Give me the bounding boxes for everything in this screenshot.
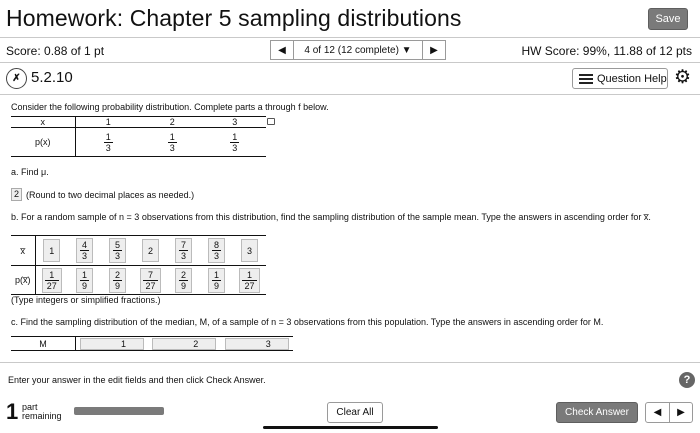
xbar-answer-field[interactable]: $\frac{4}{3}$ <box>76 238 93 263</box>
pxbar-answer-field[interactable]: $\frac{1}{9}$ <box>76 268 93 293</box>
question-nav-buttons <box>645 402 693 423</box>
pxbar-answer-field[interactable]: $\frac{2}{9}$ <box>109 268 126 293</box>
median-value[interactable]: 1 <box>80 338 144 350</box>
x-value: 1 <box>75 117 141 128</box>
triangle-right-icon: ▶ <box>430 44 438 56</box>
footer <box>0 362 700 433</box>
question-number: 5.2.10 <box>31 69 73 86</box>
probability-table <box>11 116 266 157</box>
question-help-label: Question Help <box>597 72 667 85</box>
part-b-note: (Type integers or simplified fractions.) <box>11 295 161 305</box>
pxbar-answer-field[interactable]: $\frac{1}{27}$ <box>42 268 62 293</box>
question-instructions: Consider the following probability distribution. Complete parts a through f below. <box>11 102 329 112</box>
question-score: Score: 0.88 of 1 pt <box>6 44 105 58</box>
homework-score: HW Score: 99%, 11.88 of 12 pts <box>521 44 692 58</box>
footer-instruction: Enter your answer in the edit fields and then click Check Answer. <box>8 375 266 385</box>
sample-mean-distribution-table <box>11 235 266 295</box>
question-pager <box>270 40 446 60</box>
xbar-answer-field[interactable]: 1 <box>43 239 60 262</box>
xbar-answer-field[interactable]: 3 <box>241 239 258 262</box>
list-icon <box>579 74 593 84</box>
x-value: 3 <box>203 117 266 128</box>
part-a-answer-row <box>11 188 194 201</box>
question-select-dropdown[interactable]: 4 of 12 (12 complete) ▼ <box>294 40 422 60</box>
pxbar-answer-field[interactable]: $\frac{2}{9}$ <box>175 268 192 293</box>
score-bar <box>0 38 700 63</box>
xbar-answer-field[interactable]: 2 <box>142 239 159 262</box>
median-value[interactable]: 2 <box>152 338 216 350</box>
gear-icon[interactable]: ⚙ <box>674 67 692 88</box>
triangle-left-icon: ◀ <box>278 44 286 56</box>
part-a-note: (Round to two decimal places as needed.) <box>26 189 195 200</box>
px-value: $\frac{1}{3}$ <box>75 128 141 157</box>
partial-credit-icon: ✗ <box>6 68 27 89</box>
median-distribution-table <box>11 336 293 351</box>
xbar-answer-field[interactable]: $\frac{5}{3}$ <box>109 238 126 263</box>
px-header: p(x) <box>11 128 75 157</box>
triangle-right-icon: ▶ <box>677 407 685 418</box>
homework-title: Homework: Chapter 5 sampling distributions <box>6 5 462 31</box>
question-header <box>0 63 700 95</box>
question-content <box>0 96 700 362</box>
parts-remaining-label: part remaining <box>22 402 62 421</box>
title-bar <box>0 0 700 38</box>
progress-bar <box>74 407 164 415</box>
part-a-answer-field[interactable]: 2 <box>11 188 22 201</box>
x-header: x <box>11 117 75 128</box>
median-header: M <box>11 337 75 351</box>
triangle-left-icon: ◀ <box>653 407 662 418</box>
check-answer-button[interactable]: Check Answer <box>556 402 638 423</box>
part-c-label: c. Find the sampling distribution of the median, M, of a sample of n = 3 observations from this population. Type the answers in ascending order for M. <box>11 317 604 327</box>
question-help-button[interactable] <box>572 68 668 89</box>
previous-question-button[interactable] <box>270 40 294 60</box>
part-a-label: a. Find μ. <box>11 167 49 177</box>
px-value: $\frac{1}{3}$ <box>203 128 266 157</box>
pxbar-header: p(x̅) <box>11 266 35 295</box>
xbar-answer-field[interactable]: $\frac{8}{3}$ <box>208 238 225 263</box>
pxbar-answer-field[interactable]: $\frac{7}{27}$ <box>140 268 160 293</box>
median-value[interactable]: 3 <box>225 338 289 350</box>
next-question-button[interactable] <box>422 40 446 60</box>
next-button[interactable] <box>669 403 692 422</box>
home-indicator <box>263 426 438 429</box>
previous-button[interactable] <box>646 403 669 422</box>
help-icon[interactable]: ? <box>679 372 695 388</box>
x-value: 2 <box>141 117 204 128</box>
clear-all-button[interactable]: Clear All <box>327 402 383 423</box>
pxbar-answer-field[interactable]: $\frac{1}{9}$ <box>208 268 225 293</box>
xbar-header: x̅ <box>11 236 35 266</box>
xbar-answer-field[interactable]: $\frac{7}{3}$ <box>175 238 192 263</box>
copy-table-icon[interactable] <box>267 118 275 125</box>
parts-remaining-count: 1 <box>6 399 19 424</box>
part-b-label: b. For a random sample of n = 3 observations from this distribution, find the sampling distribution of the sample mean. Type the answers in ascending order for x̅. <box>11 212 651 222</box>
pxbar-answer-field[interactable]: $\frac{1}{27}$ <box>239 268 259 293</box>
px-value: $\frac{1}{3}$ <box>141 128 204 157</box>
save-button[interactable]: Save <box>648 8 688 30</box>
